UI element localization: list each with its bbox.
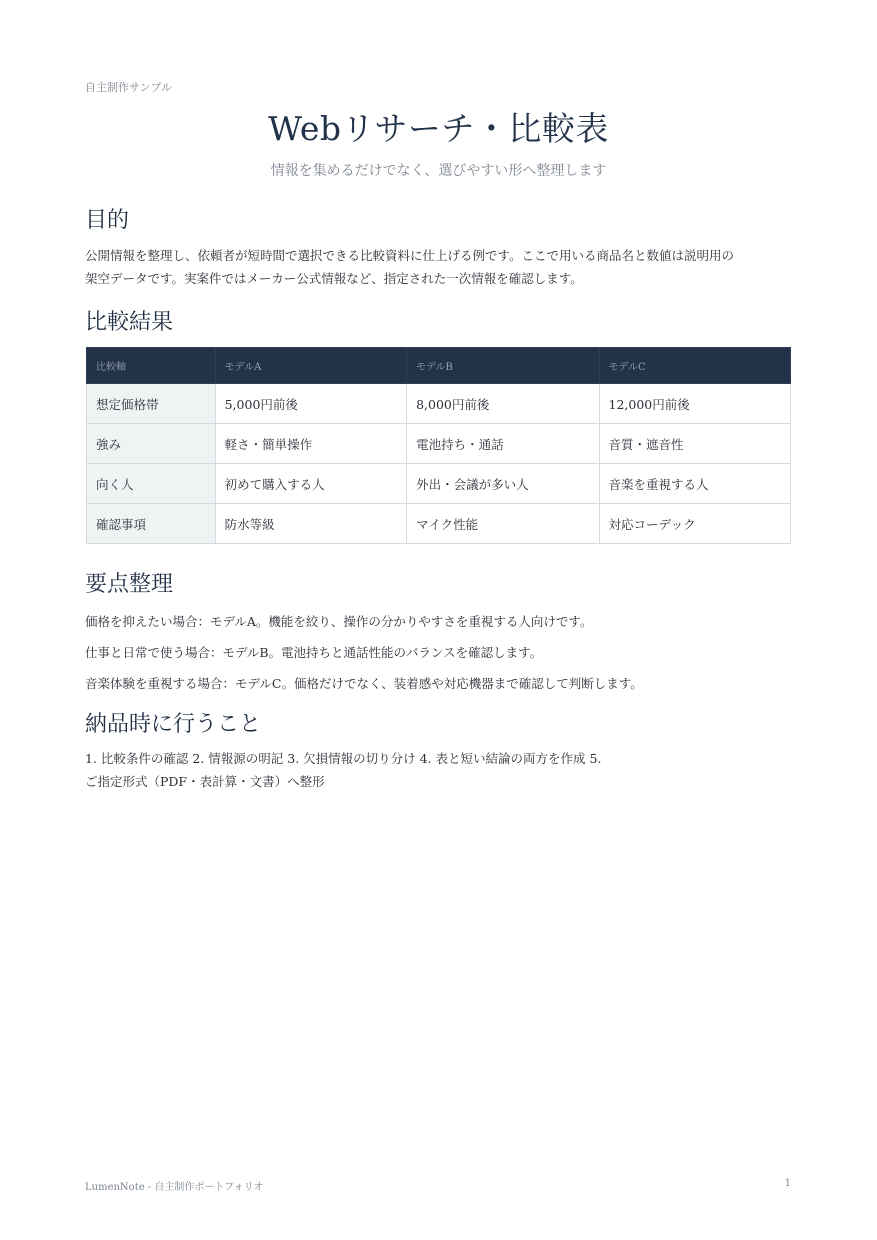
page-title: Webリサーチ・比較表 [268,109,609,148]
delivery-line: 1. 比較条件の確認 2. 情報源の明記 3. 欠損情報の切り分け 4. 表と短い結論の両方を作成 5. [85,751,602,766]
table-row-header: 向く人 [87,464,216,504]
table-row-header: 確認事項 [87,504,216,544]
table-header-cell: モデルA [215,348,406,384]
table-cell: 初めて購入する人 [215,464,406,504]
section-heading-purpose: 目的 [85,208,130,233]
comparison-table [86,347,791,544]
table-cell: 防水等級 [215,504,406,544]
header-label: 自主制作サンプル [85,81,173,94]
section-heading-summary: 要点整理 [85,572,174,597]
table-cell: 8,000円前後 [407,384,599,424]
table-cell: 音楽を重視する人 [599,464,791,504]
table-cell: 5,000円前後 [215,384,406,424]
table-header-cell: モデルC [599,348,791,384]
table-header-cell: モデルB [407,348,599,384]
table-row [87,464,791,504]
table-row-header: 強み [87,424,216,464]
section-heading-delivery: 納品時に行うこと [85,712,262,737]
table-cell: 12,000円前後 [599,384,791,424]
page-number: 1 [784,1178,791,1189]
delivery-line: ご指定形式（PDF・表計算・文書）へ整形 [85,774,325,789]
table-header-row [87,348,791,384]
table-row-header: 想定価格帯 [87,384,216,424]
table-row [87,424,791,464]
footer-label: LumenNote - 自主制作ポートフォリオ [85,1182,264,1193]
table-cell: 軽さ・簡単操作 [215,424,406,464]
section-heading-results: 比較結果 [85,310,174,335]
summary-item: 価格を抑えたい場合：モデルA。機能を絞り、操作の分かりやすさを重視する人向けです。 [85,614,593,629]
table-row [87,504,791,544]
summary-item: 音楽体験を重視する場合：モデルC。価格だけでなく、装着感や対応機器まで確認して判断します。 [85,676,643,691]
delivery-paragraph [85,747,795,793]
purpose-line: 架空データです。実案件ではメーカー公式情報など、指定された一次情報を確認します。 [85,271,583,286]
table-cell: マイク性能 [407,504,599,544]
page-subtitle: 情報を集めるだけでなく、選びやすい形へ整理します [270,163,607,179]
table-row [87,384,791,424]
table-header-cell: 比較軸 [87,348,216,384]
purpose-line: 公開情報を整理し、依頼者が短時間で選択できる比較資料に仕上げる例です。ここで用いる商品名と数値は説明用の [85,248,735,263]
purpose-paragraph [85,244,795,290]
summary-list [85,606,795,699]
table-cell: 対応コーデック [599,504,791,544]
table-cell: 音質・遮音性 [599,424,791,464]
table-cell: 電池持ち・通話 [407,424,599,464]
table-cell: 外出・会議が多い人 [407,464,599,504]
summary-item: 仕事と日常で使う場合：モデルB。電池持ちと通話性能のバランスを確認します。 [85,645,543,660]
